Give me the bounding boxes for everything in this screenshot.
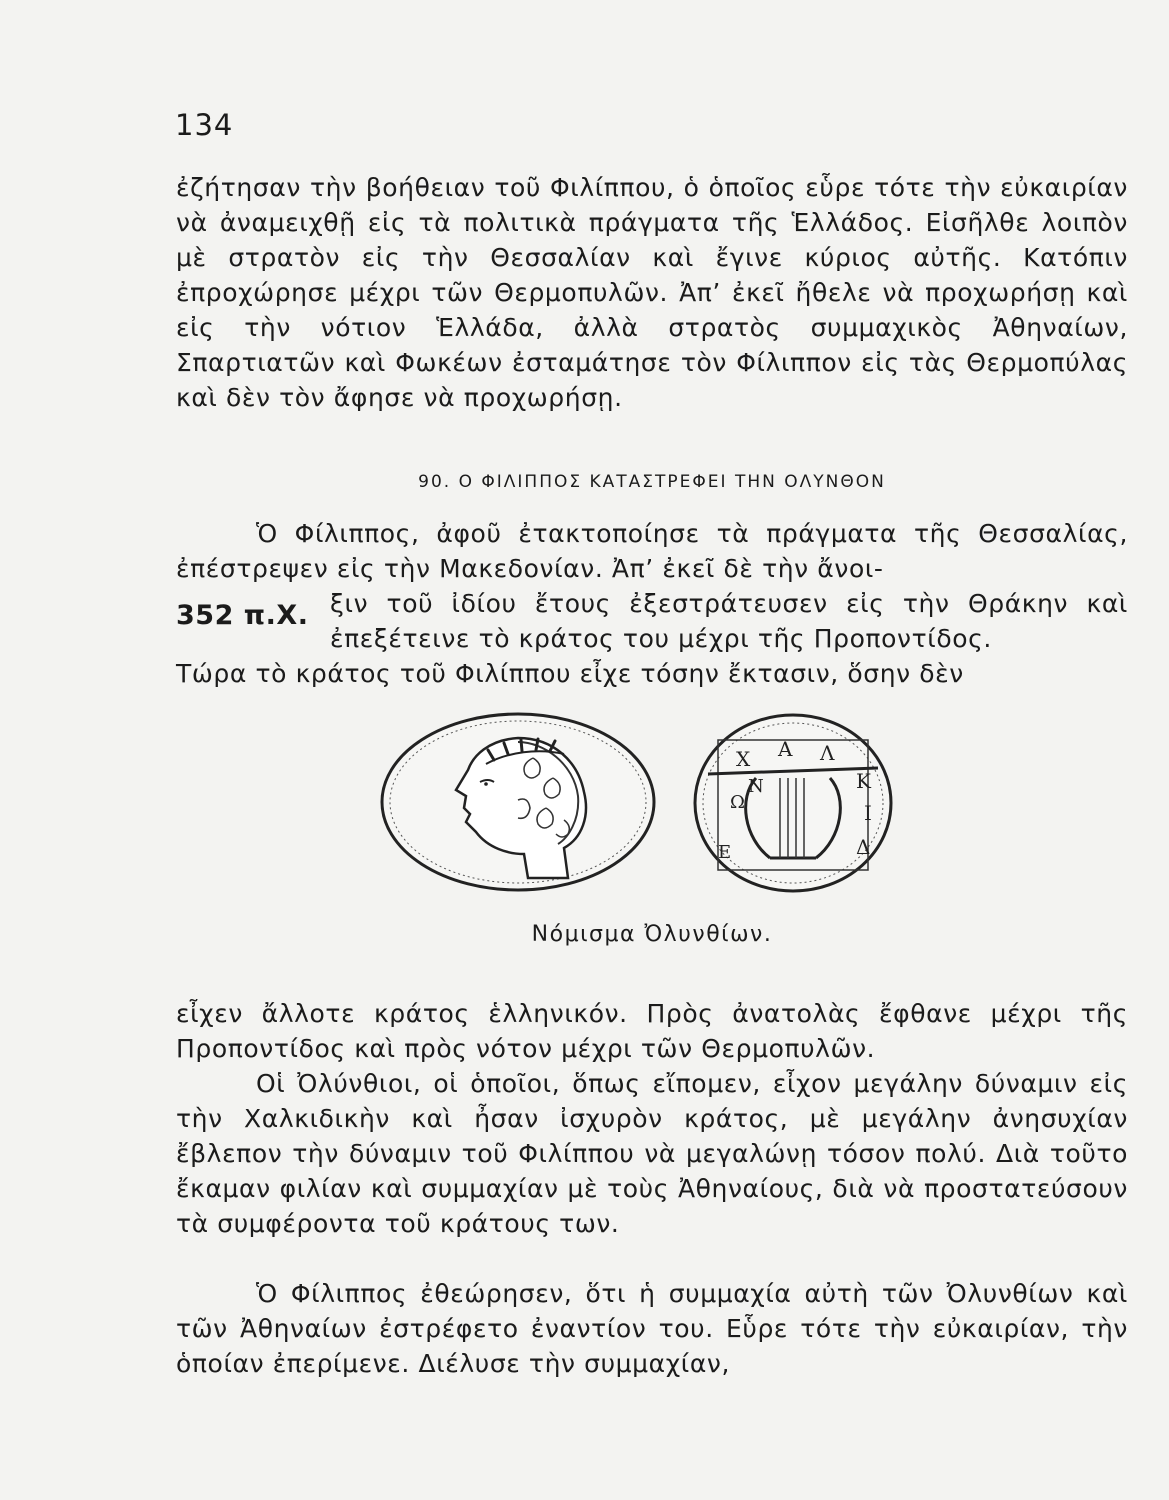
coin-letter: Κ <box>856 769 871 793</box>
coin-reverse-illustration <box>688 708 898 898</box>
coin-letter: Λ <box>820 741 835 765</box>
page-number: 134 <box>175 108 234 142</box>
coin-letter: Ω <box>730 792 745 813</box>
paragraph-1 <box>176 170 1128 415</box>
paragraph-2-line-after: Τώρα τὸ κράτος τοῦ Φιλίππου εἶχε τόσην ἔκτασιν, ὅσην δὲν <box>176 659 964 688</box>
coin-letter: Ν <box>748 776 764 797</box>
coin-letter: Α <box>778 737 793 761</box>
paragraph-1-text: ἐζήτησαν τὴν βοήθειαν τοῦ Φιλίππου, ὁ ὁποῖος εὗρε τότε τὴν εὐκαιρίαν νὰ ἀναμειχθῇ εἰς τὰ πολιτικὰ πράγματα τῆς Ἑλλάδος. Εἰσῆλθε λοιπὸν μὲ στρατὸν εἰς τὴν Θεσσαλίαν καὶ ἔγινε κύριος αὐτῆς. Κατόπιν ἐπροχώρησε μέχρι τῶν Θερμοπυλῶν. Ἀπ’ ἐκεῖ ἤθελε νὰ προχωρήσῃ καὶ εἰς τὴν νότιον Ἑλλάδα, ἀλλὰ στρατὸς συμμαχικὸς Ἀθηναίων, Σπαρτιατῶν καὶ Φωκέων ἐσταμάτησε τὸν Φίλιππον εἰς τὰς Θερμοπύλας καὶ δὲν τὸν ἄφησε νὰ προχωρήσῃ. <box>176 173 1128 412</box>
paragraph-2-line-1: Ὁ Φίλιππος, ἀφοῦ ἐτακτοποίησε τὰ πράγματα τῆς Θεσσαλίας, ἐπέστρεψεν εἰς τὴν Μακεδονίαν. Ἀπ’ ἐκεῖ δὲ τὴν ἄνοι- <box>176 519 1128 583</box>
paragraph-4-text: Οἱ Ὀλύνθιοι, οἱ ὁποῖοι, ὅπως εἴπομεν, εἶχον μεγάλην δύναμιν εἰς τὴν Χαλκιδικὴν καὶ ἦσαν ἰσχυρὸν κράτος, μὲ μεγάλην ἀνησυχίαν ἔβλεπον τὴν δύναμιν τοῦ Φιλίππου νὰ μεγαλώνῃ τόσον πολύ. Διὰ τοῦτο ἔκαμαν φιλίαν καὶ συμμαχίαν μὲ τοὺς Ἀθηναίους, διὰ νὰ προστατεύσουν τὰ συμφέροντα τοῦ κράτους των. <box>176 1069 1128 1238</box>
paragraph-2-inset-text: ξιν τοῦ ἰδίου ἔτους ἐξεστράτευσεν εἰς τὴν Θράκην καὶ ἐπεξέτεινε τὸ κράτος του μέχρι τῆς Προποντίδος. <box>330 589 1128 653</box>
paragraph-5 <box>176 1276 1128 1381</box>
coin-letter: Δ <box>856 835 871 859</box>
margin-date-note: 352 π.Χ. <box>176 600 309 631</box>
paragraph-3 <box>176 996 1128 1066</box>
coin-letter: Ι <box>864 801 872 825</box>
figure-caption: Νόμισμα Ὀλυνθίων. <box>531 922 773 947</box>
paragraph-2-opening <box>176 516 1128 586</box>
paragraph-5-text: Ὁ Φίλιππος ἐθεώρησεν, ὅτι ἡ συμμαχία αὐτὴ τῶν Ὀλυνθίων καὶ τῶν Ἀθηναίων ἐστρέφετο ἐναντίον του. Εὗρε τότε τὴν εὐκαιρίαν, τὴν ὁποίαν ἐπερίμενε. Διέλυσε τὴν συμμαχίαν, <box>176 1279 1128 1378</box>
paragraph-4 <box>176 1066 1128 1241</box>
paragraph-2-inset <box>330 586 1128 656</box>
paragraph-2-continuation <box>176 656 1128 691</box>
coin-obverse-illustration <box>368 708 668 896</box>
coin-letter: Ε <box>718 842 732 863</box>
paragraph-3-text: εἶχεν ἄλλοτε κράτος ἑλληνικόν. Πρὸς ἀνατολὰς ἔφθανε μέχρι τῆς Προποντίδος καὶ πρὸς νότον μέχρι τῶν Θερμοπυλῶν. <box>176 999 1128 1063</box>
coin-letter: Χ <box>736 747 751 771</box>
section-heading: 90. Ο ΦΙΛΙΠΠΟΣ ΚΑΤΑΣΤΡΕΦΕΙ ΤΗΝ ΟΛΥΝΘΟΝ <box>418 472 886 492</box>
